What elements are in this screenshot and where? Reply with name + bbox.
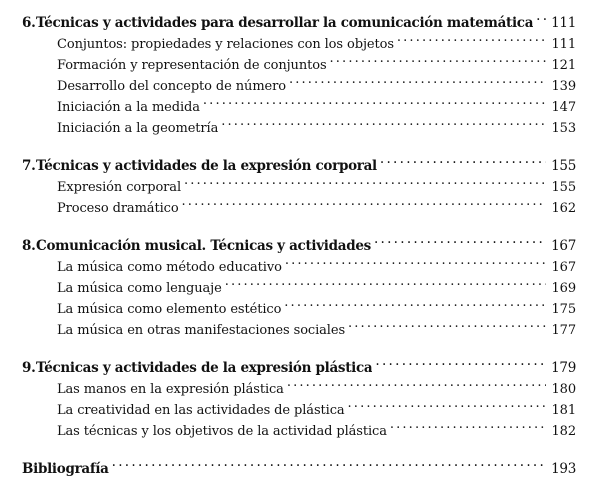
chapter-title: Técnicas y actividades de la expresión plástica xyxy=(36,360,373,376)
dot-leader xyxy=(348,393,546,414)
bibliography-title: Bibliografía xyxy=(22,461,109,477)
dot-leader xyxy=(397,27,546,48)
page-number: 162 xyxy=(551,201,576,216)
subentry-title: Conjuntos: propiedades y relaciones con los objetos xyxy=(57,37,394,52)
dot-leader xyxy=(287,372,546,393)
subentry-title: Iniciación a la medida xyxy=(57,100,200,115)
toc-bibliography-entry[interactable] xyxy=(22,452,576,477)
chapter-number: 9. xyxy=(22,360,36,376)
dot-leader xyxy=(203,90,546,111)
dot-leader xyxy=(221,111,546,132)
chapter-number: 8. xyxy=(22,238,36,254)
dot-leader xyxy=(184,170,546,191)
page-number: 167 xyxy=(551,260,576,275)
subentry-title: Proceso dramático xyxy=(57,201,179,216)
page-number: 155 xyxy=(551,158,576,174)
dot-leader xyxy=(285,250,546,271)
dot-leader xyxy=(536,6,546,27)
dot-leader xyxy=(289,69,546,90)
page-number: 175 xyxy=(551,302,576,317)
subentry-title: La música como elemento estético xyxy=(57,302,282,317)
subentry-title: La música como método educativo xyxy=(57,260,282,275)
page-number: 147 xyxy=(551,100,576,115)
toc-chapter-entry[interactable] xyxy=(22,149,576,174)
page-number: 155 xyxy=(551,180,576,195)
toc-chapter-entry[interactable] xyxy=(22,6,576,31)
page-number: 182 xyxy=(551,424,576,439)
toc-section-7 xyxy=(22,149,576,216)
chapter-title: Técnicas y actividades de la expresión corporal xyxy=(36,158,377,174)
toc-section-8 xyxy=(22,229,576,338)
page-number: 167 xyxy=(551,238,576,254)
dot-leader xyxy=(348,313,546,334)
subentry-title: Las manos en la expresión plástica xyxy=(57,382,284,397)
dot-leader xyxy=(330,48,546,69)
toc-chapter-entry[interactable] xyxy=(22,351,576,376)
chapter-title: Técnicas y actividades para desarrollar la comunicación matemática xyxy=(36,15,534,31)
page-number: 153 xyxy=(551,121,576,136)
dot-leader xyxy=(375,351,546,372)
dot-leader xyxy=(380,149,546,170)
dot-leader xyxy=(112,452,546,473)
dot-leader xyxy=(390,414,546,435)
page-number: 169 xyxy=(551,281,576,296)
toc-chapter-entry[interactable] xyxy=(22,229,576,254)
page-number: 193 xyxy=(551,461,576,477)
page-number: 179 xyxy=(551,360,576,376)
page-number: 121 xyxy=(551,58,576,73)
page-number: 180 xyxy=(551,382,576,397)
toc-section-6 xyxy=(22,6,576,136)
dot-leader xyxy=(182,191,546,212)
subentry-title: Formación y representación de conjuntos xyxy=(57,58,327,73)
chapter-title: Comunicación musical. Técnicas y actividades xyxy=(36,238,371,254)
chapter-number: 6. xyxy=(22,15,36,31)
dot-leader xyxy=(374,229,546,250)
page-number: 139 xyxy=(551,79,576,94)
page-number: 111 xyxy=(551,15,576,31)
subentry-title: La creatividad en las actividades de plástica xyxy=(57,403,345,418)
subentry-title: Las técnicas y los objetivos de la actividad plástica xyxy=(57,424,387,439)
page-number: 177 xyxy=(551,323,576,338)
chapter-number: 7. xyxy=(22,158,36,174)
subentry-title: Expresión corporal xyxy=(57,180,182,195)
subentry-title: La música en otras manifestaciones sociales xyxy=(57,323,346,338)
dot-leader xyxy=(284,292,546,313)
page-number: 181 xyxy=(551,403,576,418)
toc-section-9 xyxy=(22,351,576,439)
subentry-title: La música como lenguaje xyxy=(57,281,222,296)
dot-leader xyxy=(225,271,546,292)
page-number: 111 xyxy=(551,37,576,52)
subentry-title: Iniciación a la geometría xyxy=(57,121,219,136)
subentry-title: Desarrollo del concepto de número xyxy=(57,79,286,94)
